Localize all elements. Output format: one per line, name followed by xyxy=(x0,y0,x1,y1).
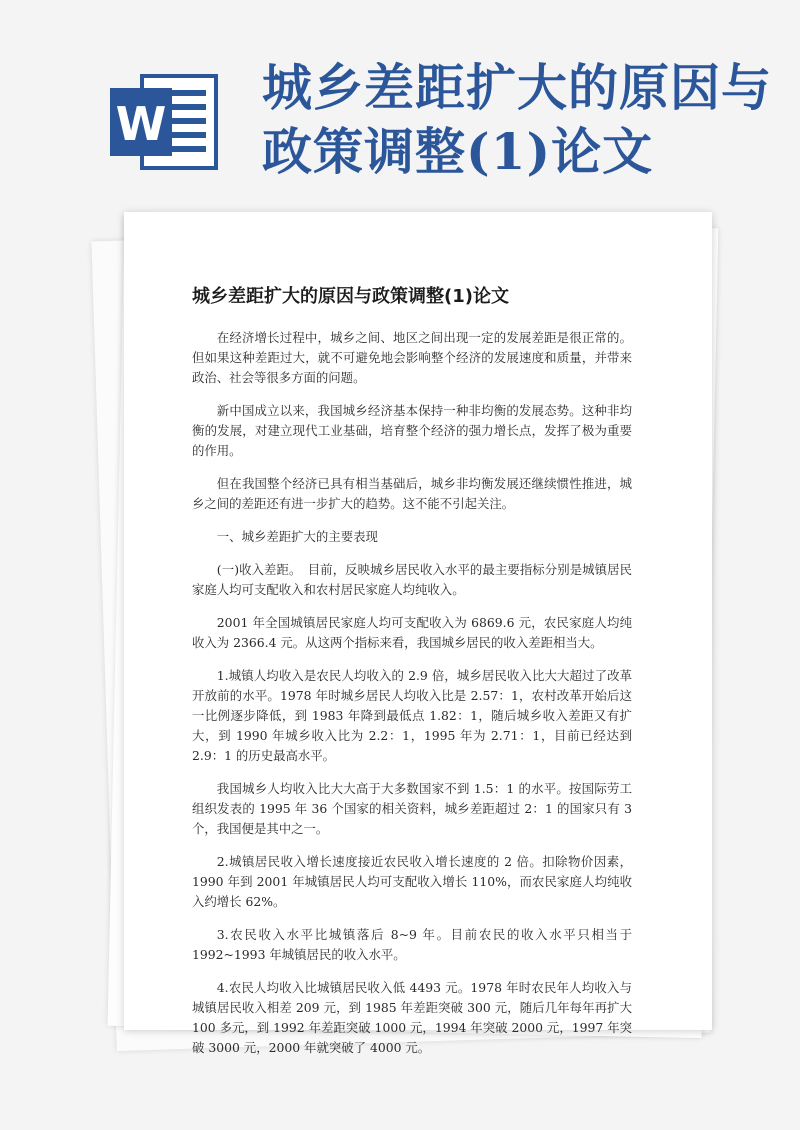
paragraph: 3.农民收入水平比城镇落后 8~9 年。目前农民的收入水平只相当于 1992~1993 年城镇居民的收入水平。 xyxy=(192,927,632,962)
header-banner xyxy=(0,0,800,200)
paragraph: 但在我国整个经济已具有相当基础后，城乡非均衡发展还继续惯性推进，城乡之间的差距还有进一步扩大的趋势。这不能不引起关注。 xyxy=(192,476,632,511)
section-heading: 一、城乡差距扩大的主要表现 xyxy=(216,529,378,544)
word-icon-letter: W xyxy=(115,97,167,151)
paragraph: (一)收入差距。 目前，反映城乡居民收入水平的最主要指标分别是城镇居民家庭人均可支配收入和农村居民家庭人均纯收入。 xyxy=(192,562,632,597)
document-title: 城乡差距扩大的原因与政策调整(1)论文 xyxy=(192,286,509,307)
paragraph: 2001 年全国城镇居民家庭人均可支配收入为 6869.6 元，农民家庭人均纯收入为 2366.4 元。从这两个指标来看，我国城乡居民的收入差距相当大。 xyxy=(192,615,632,650)
paragraph: 我国城乡人均收入比大大高于大多数国家不到 1.5：1 的水平。按国际劳工组织发表的 1995 年 36 个国家的相关资料，城乡差距超过 2：1 的国家只有 3 个，我国便是其中之一。 xyxy=(192,781,632,836)
header-title xyxy=(262,56,782,184)
paragraph: 2.城镇居民收入增长速度接近农民收入增长速度的 2 倍。扣除物价因素，1990 年到 2001 年城镇居民人均可支配收入增长 110%，而农民家庭人均纯收入约增长 62%。 xyxy=(192,854,632,909)
document-page xyxy=(124,212,712,1055)
paragraph: 4.农民人均收入比城镇居民收入低 4493 元。1978 年时农民年人均收入与城镇居民收入相差 209 元，到 1985 年差距突破 300 元，随后几年每年再扩大 100 多元，到 1992 年差距突破 1000 元，1994 年突破 2000 元，1997 年突破 3000 元，2000 年就突破了 4000 元。 xyxy=(192,980,632,1055)
paragraph: 1.城镇人均收入是农民人均收入的 2.9 倍，城乡居民收入比大大超过了改革开放前的水平。1978 年时城乡居民人均收入比是 2.57：1，农村改革开始后这一比例逐步降低，到 1983 年降到最低点 1.82：1，随后城乡收入差距又有扩大，到 1990 年城乡收入比为 2.2：1，1995 年为 2.71：1，目前已经达到 2.9：1 的历史最高水平。 xyxy=(192,668,632,763)
word-document-icon xyxy=(108,72,220,172)
header-title-line-1: 城乡差距扩大的原因与 xyxy=(262,58,772,117)
paragraph: 新中国成立以来，我国城乡经济基本保持一种非均衡的发展态势。这种非均衡的发展，对建立现代工业基础，培育整个经济的强力增长点，发挥了极为重要的作用。 xyxy=(192,403,632,458)
paragraph: 在经济增长过程中，城乡之间、地区之间出现一定的发展差距是很正常的。但如果这种差距过大，就不可避免地会影响整个经济的发展速度和质量，并带来政治、社会等很多方面的问题。 xyxy=(192,330,632,385)
document-body xyxy=(192,328,632,1071)
header-title-line-2: 政策调整(1)论文 xyxy=(262,122,654,181)
